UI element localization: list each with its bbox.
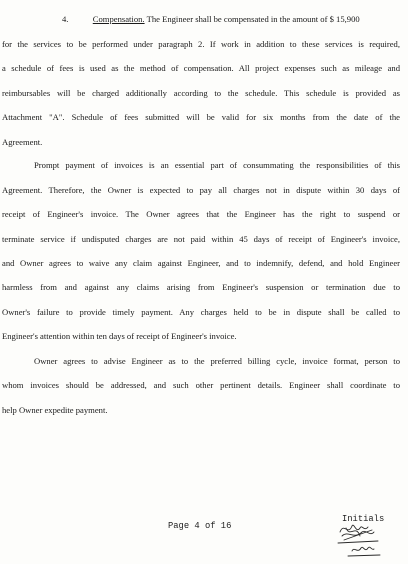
- paragraph-line: Engineer's attention within ten days of receipt of Engineer's invoice.: [2, 331, 237, 341]
- handwritten-initials-signature: [334, 510, 396, 560]
- initials-label: Initials: [342, 514, 385, 524]
- paragraph-line: receipt of Engineer's invoice. The Owner agrees that the Engineer has the right to suspend or: [2, 209, 400, 219]
- paragraph-line: Agreement.: [2, 137, 43, 147]
- section-heading: Compensation.: [92, 14, 145, 24]
- paragraph-line: for the services to be performed under paragraph 2. If work in addition to these services is required,: [2, 39, 400, 49]
- paragraph-line: harmless from and against any claims arising from Engineer's suspension or termination due to: [2, 282, 400, 292]
- page-number: Page 4 of 16: [168, 521, 232, 531]
- paragraph-line: Owner agrees to advise Engineer as to the preferred billing cycle, invoice format, person to: [34, 356, 400, 366]
- paragraph-line: and Owner agrees to waive any claim against Engineer, and to indemnify, defend, and hold Engineer: [2, 258, 400, 268]
- paragraph-line: terminate service if undisputed charges are not paid within 45 days of receipt of Engineer's invoice,: [2, 234, 400, 244]
- section-4-first-line: [62, 14, 400, 24]
- paragraph-line: Agreement. Therefore, the Owner is expected to pay all charges not in dispute within 30 days of: [2, 185, 400, 195]
- paragraph-line: Prompt payment of invoices is an essential part of consummating the responsibilities of this: [34, 160, 400, 170]
- paragraph-line: The Engineer shall be compensated in the amount of $ 15,900: [146, 14, 360, 24]
- paragraph-line: Attachment "A". Schedule of fees submitted will be valid for six months from the date of the: [2, 112, 400, 122]
- paragraph-line: help Owner expedite payment.: [2, 405, 108, 415]
- paragraph-line: reimbursables will be charged additionally according to the schedule. This schedule is provided as: [2, 88, 400, 98]
- paragraph-line: Owner's failure to provide timely payment. Any charges held to be in dispute shall be called to: [2, 307, 400, 317]
- paragraph-line: whom invoices should be addressed, and such other pertinent details. Engineer shall coordinate to: [2, 380, 400, 390]
- section-number: 4.: [62, 14, 69, 24]
- paragraph-line: a schedule of fees is used as the method of compensation. All project expenses such as mileage and: [2, 63, 400, 73]
